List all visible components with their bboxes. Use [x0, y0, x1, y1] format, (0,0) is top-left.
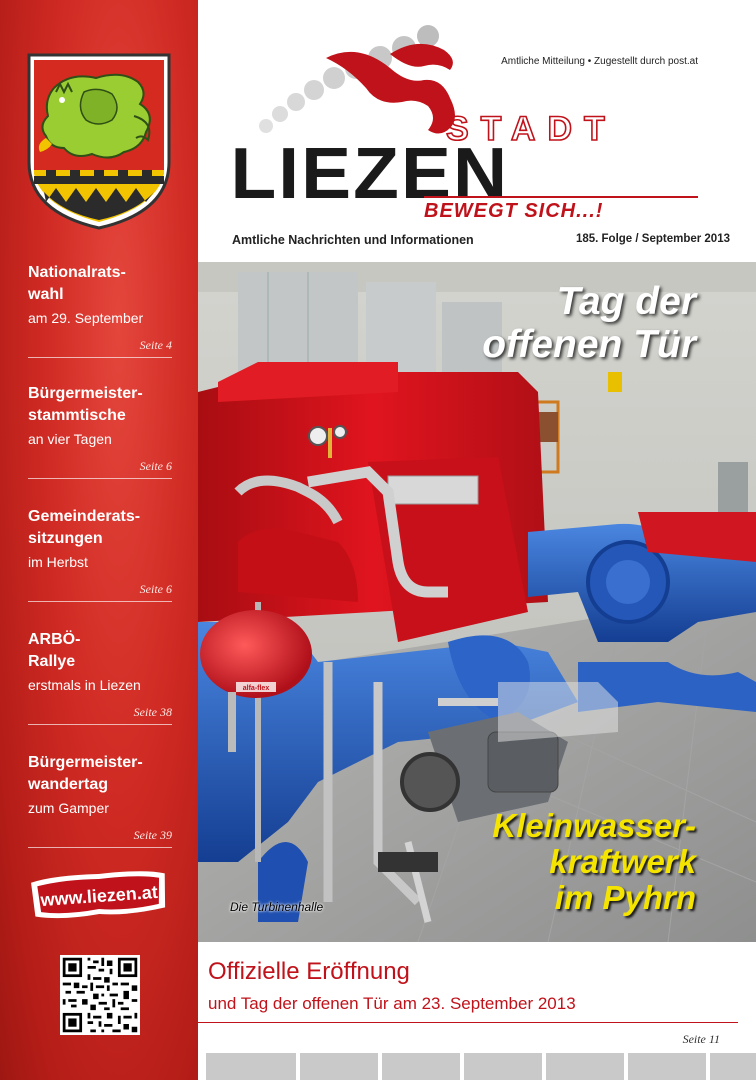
subline-text: Amtliche Nachrichten und Informationen [232, 233, 474, 247]
toc-page: Seite 6 [28, 459, 172, 479]
website-link[interactable] [26, 868, 172, 920]
footer-tab [464, 1053, 542, 1080]
feature-title-line: im Pyhrn [554, 879, 696, 916]
photo-caption: Die Turbinenhalle [230, 900, 324, 914]
footer-bar [198, 1053, 756, 1080]
cover-headline [482, 280, 696, 366]
toc-subtitle: zum Gamper [28, 800, 109, 816]
teaser-page: Seite 11 [682, 1032, 720, 1046]
toc-item[interactable] [0, 506, 198, 629]
toc-item[interactable] [0, 262, 198, 360]
qr-code-icon[interactable] [60, 955, 140, 1035]
toc-item[interactable] [0, 383, 198, 506]
masthead [198, 0, 756, 262]
toc-page: Seite 39 [28, 828, 172, 848]
footer-tab [546, 1053, 624, 1080]
tank-label: alfa-flex [242, 685, 270, 692]
toc-page: Seite 4 [28, 338, 172, 358]
toc-page: Seite 38 [28, 705, 172, 725]
stadt-liezen-logo [218, 14, 718, 202]
feature-title-line: kraftwerk [549, 843, 696, 880]
bottom-teaser[interactable] [198, 942, 756, 1080]
teaser-title: Offizielle Eröffnung [208, 958, 410, 985]
toc-subtitle: am 29. September [28, 310, 144, 326]
toc-subtitle: an vier Tagen [28, 431, 112, 447]
official-notice: Amtliche Mitteilung • Zugestellt durch post.at [501, 56, 698, 67]
feature-title-line: Kleinwasser- [492, 807, 696, 844]
sidebar [0, 0, 198, 1080]
feature-title [492, 808, 696, 916]
coat-of-arms-icon [26, 52, 172, 230]
slogan: BEWEGT SICH...! [424, 196, 698, 223]
svg-text:LIEZEN: LIEZEN [230, 133, 510, 202]
toc-title: Bürgermeister- wandertag [28, 754, 143, 793]
issue-number: 185. Folge / September 2013 [575, 233, 730, 245]
toc-subtitle: erstmals in Liezen [28, 677, 141, 693]
table-of-contents [0, 262, 198, 850]
toc-item[interactable] [0, 752, 198, 850]
toc-title: Gemeinderats- sitzungen [28, 508, 141, 547]
toc-title: Bürgermeister- stammtische [28, 385, 143, 424]
toc-page: Seite 6 [28, 582, 172, 602]
footer-tab [300, 1053, 378, 1080]
headline-line: offenen Tür [482, 323, 696, 366]
toc-subtitle: im Herbst [28, 554, 88, 570]
teaser-subtitle: und Tag der offenen Tür am 23. September 2013 [208, 994, 576, 1013]
footer-tab [382, 1053, 460, 1080]
website-text[interactable]: www.liezen.at [39, 881, 159, 911]
svg-text:STADT: STADT [446, 110, 617, 148]
toc-title: Nationalrats- wahl [28, 264, 126, 303]
publication-subline [232, 233, 732, 247]
footer-tab [628, 1053, 706, 1080]
toc-title: ARBÖ- Rallye [28, 631, 81, 670]
footer-tab [710, 1053, 756, 1080]
toc-item[interactable] [0, 629, 198, 752]
divider [198, 1022, 738, 1023]
logo-liezen-text [230, 133, 509, 202]
headline-line: Tag der [556, 280, 696, 323]
footer-tab [206, 1053, 296, 1080]
